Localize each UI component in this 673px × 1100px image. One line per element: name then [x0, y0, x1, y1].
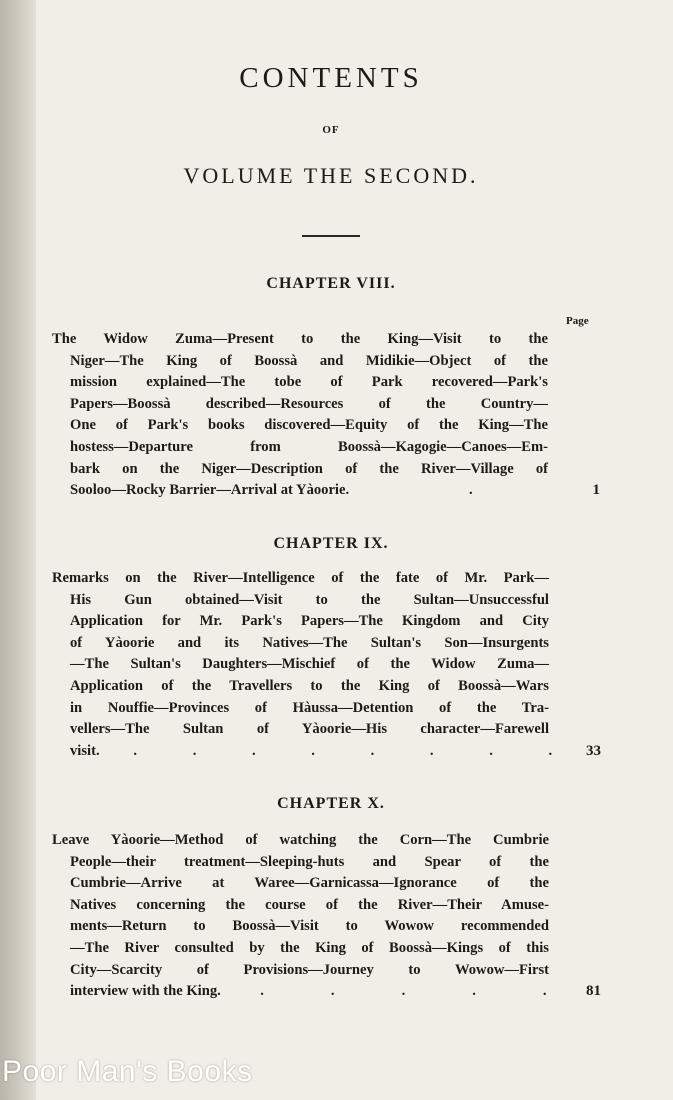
summary-line: City—Scarcity of Provisions—Journey to Wowow—First — [70, 961, 549, 978]
title-divider — [302, 235, 360, 237]
summary-line: Natives concerning the course of the River—Their Amuse- — [70, 896, 549, 913]
summary-last-line — [52, 741, 601, 763]
summary-line: hostess—Departure from Boossà—Kagogie—Canoes—Em- — [70, 438, 548, 455]
page-number: 1 — [592, 482, 600, 499]
page-number: 81 — [586, 983, 601, 1000]
page-column-label: Page — [566, 315, 589, 327]
summary-line: Sooloo—Rocky Barrier—Arrival at Yàoorie. — [70, 482, 350, 499]
dot-leader: . . . . . . . . — [133, 742, 553, 759]
summary-line: People—their treatment—Sleeping-huts and Spear of the — [70, 853, 549, 870]
summary-line: in Nouffie—Provinces of Hàussa—Detention of the Tra- — [70, 699, 549, 716]
chapter-heading: CHAPTER IX. — [273, 535, 389, 552]
summary-line: Niger—The King of Boossà and Midikie—Object of the — [70, 352, 548, 369]
summary-line: of Yàoorie and its Natives—The Sultan's Son—Insurgents — [70, 634, 549, 651]
summary-line: Application for Mr. Park's Papers—The Kingdom and City — [70, 613, 549, 630]
summary-line: Papers—Boossà described—Resources of the Country— — [70, 395, 548, 412]
chapter-heading: CHAPTER X. — [277, 795, 385, 812]
summary-line: Application of the Travellers to the King of Boossà—Wars — [70, 677, 549, 694]
watermark-logo: Poor Man's Books — [2, 1055, 253, 1088]
summary-line: Cumbrie—Arrive at Waree—Garnicassa—Ignorance of the — [70, 875, 549, 892]
summary-line: interview with the King. — [70, 983, 221, 1000]
book-gutter-shadow — [0, 0, 36, 1100]
dot-leader: . . . . . — [260, 983, 547, 1000]
summary-line: visit. — [70, 742, 100, 759]
page-title: CONTENTS — [239, 62, 423, 94]
title-connector: OF — [322, 124, 340, 136]
summary-last-line — [52, 480, 600, 502]
summary-line: The Widow Zuma—Present to the King—Visit to the — [52, 331, 548, 347]
summary-line: —The Sultan's Daughters—Mischief of the Widow Zuma— — [70, 656, 549, 673]
summary-line: vellers—The Sultan of Yàoorie—His character—Farewell — [70, 721, 549, 738]
chapter-summary — [52, 329, 600, 502]
chapter-heading: CHAPTER VIII. — [266, 275, 396, 292]
summary-line: ments—Return to Boossà—Visit to Wowow recommended — [70, 918, 549, 935]
summary-line: mission explained—The tobe of Park recovered—Park's — [70, 374, 548, 391]
summary-line: Leave Yàoorie—Method of watching the Corn—The Cumbrie — [52, 832, 549, 848]
summary-line: His Gun obtained—Visit to the Sultan—Unsuccessful — [70, 591, 549, 608]
summary-line: Remarks on the River—Intelligence of the fate of Mr. Park— — [52, 570, 549, 586]
summary-last-line — [52, 981, 601, 1003]
summary-line: One of Park's books discovered—Equity of the King—The — [70, 417, 548, 434]
summary-line: —The River consulted by the King of Boossà—Kings of this — [70, 939, 549, 956]
dot-leader: . — [468, 482, 473, 499]
chapter-summary — [52, 830, 601, 1003]
chapter-summary — [52, 568, 601, 762]
page-number: 33 — [586, 742, 601, 759]
summary-line: bark on the Niger—Description of the River—Village of — [70, 460, 548, 477]
volume-subtitle: VOLUME THE SECOND. — [183, 163, 479, 188]
